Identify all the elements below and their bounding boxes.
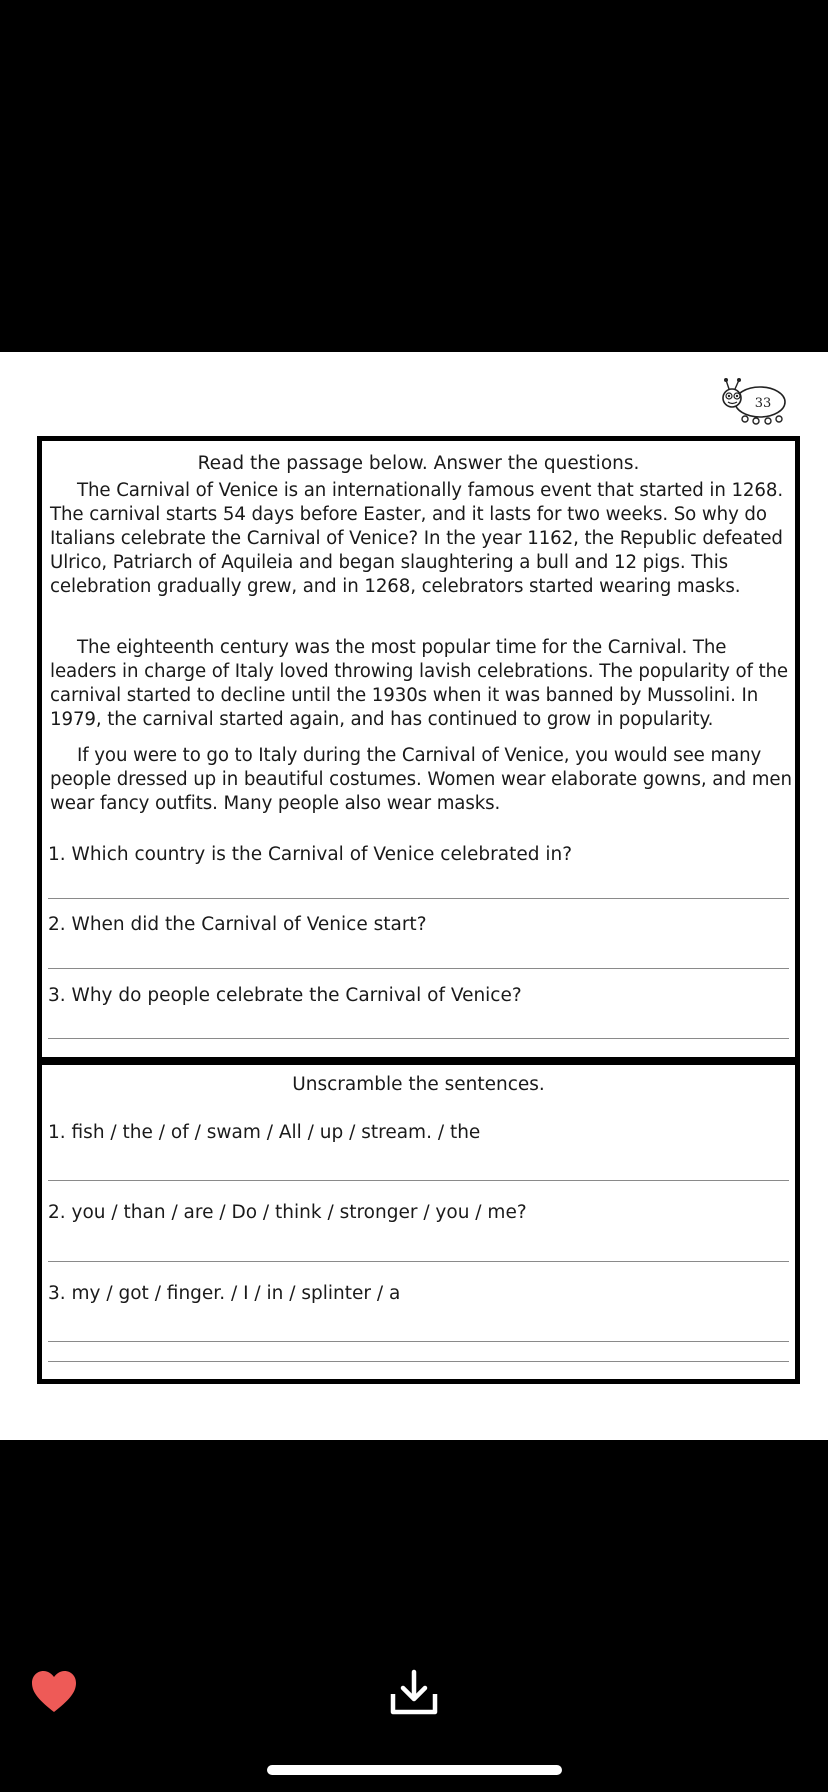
- passage-paragraph-1: The Carnival of Venice is an internationally famous event that started in 1268. The carnival starts 54 days before Easter, and it lasts for two weeks. So why do Italians celebrate the Carnival of Venice? In the year 1162, the Republic defeated Ulrico, Patriarch of Aquileia and began slaughtering a bull and 12 pigs. This celebration gradually grew, and in 1268, celebrators started wearing masks.: [50, 480, 784, 597]
- question-3: 3. Why do people celebrate the Carnival of Venice?: [48, 985, 522, 1006]
- worksheet-page: [0, 352, 828, 1440]
- unscramble-section: [37, 1060, 800, 1384]
- bug-mascot-icon: [716, 376, 788, 428]
- page-number-badge: [716, 376, 788, 428]
- passage-paragraph-3: If you were to go to Italy during the Carnival of Venice, you would see many people dressed up in beautiful costumes. Women wear elaborate gowns, and men wear fancy outfits. Many people also wear masks.: [50, 745, 792, 814]
- answer-line-4: [48, 1180, 789, 1181]
- reading-section: [37, 436, 800, 1062]
- answer-line-2: [48, 968, 789, 969]
- heart-icon[interactable]: [30, 1670, 78, 1714]
- page-number: 33: [754, 396, 772, 411]
- answer-line-1: [48, 898, 789, 899]
- home-indicator[interactable]: [267, 1765, 562, 1775]
- question-2: 2. When did the Carnival of Venice start?: [48, 914, 427, 935]
- unscramble-item-3: 3. my / got / finger. / I / in / splinter / a: [48, 1283, 401, 1304]
- answer-line-3: [48, 1038, 789, 1039]
- unscramble-instruction: Unscramble the sentences.: [292, 1074, 545, 1095]
- answer-line-5: [48, 1261, 789, 1262]
- passage-paragraph-2: The eighteenth century was the most popular time for the Carnival. The leaders in charge of Italy loved throwing lavish celebrations. The popularity of the carnival started to decline until the 1930s when it was banned by Mussolini. In 1979, the carnival started again, and has continued to grow in popularity.: [50, 637, 789, 730]
- reading-instruction: Read the passage below. Answer the questions.: [197, 453, 640, 474]
- download-icon[interactable]: [389, 1668, 439, 1716]
- answer-line-6: [48, 1341, 789, 1342]
- unscramble-item-1: 1. fish / the / of / swam / All / up / stream. / the: [48, 1122, 481, 1143]
- answer-line-7: [48, 1361, 789, 1362]
- unscramble-item-2: 2. you / than / are / Do / think / stronger / you / me?: [48, 1202, 527, 1223]
- question-1: 1. Which country is the Carnival of Venice celebrated in?: [48, 844, 573, 865]
